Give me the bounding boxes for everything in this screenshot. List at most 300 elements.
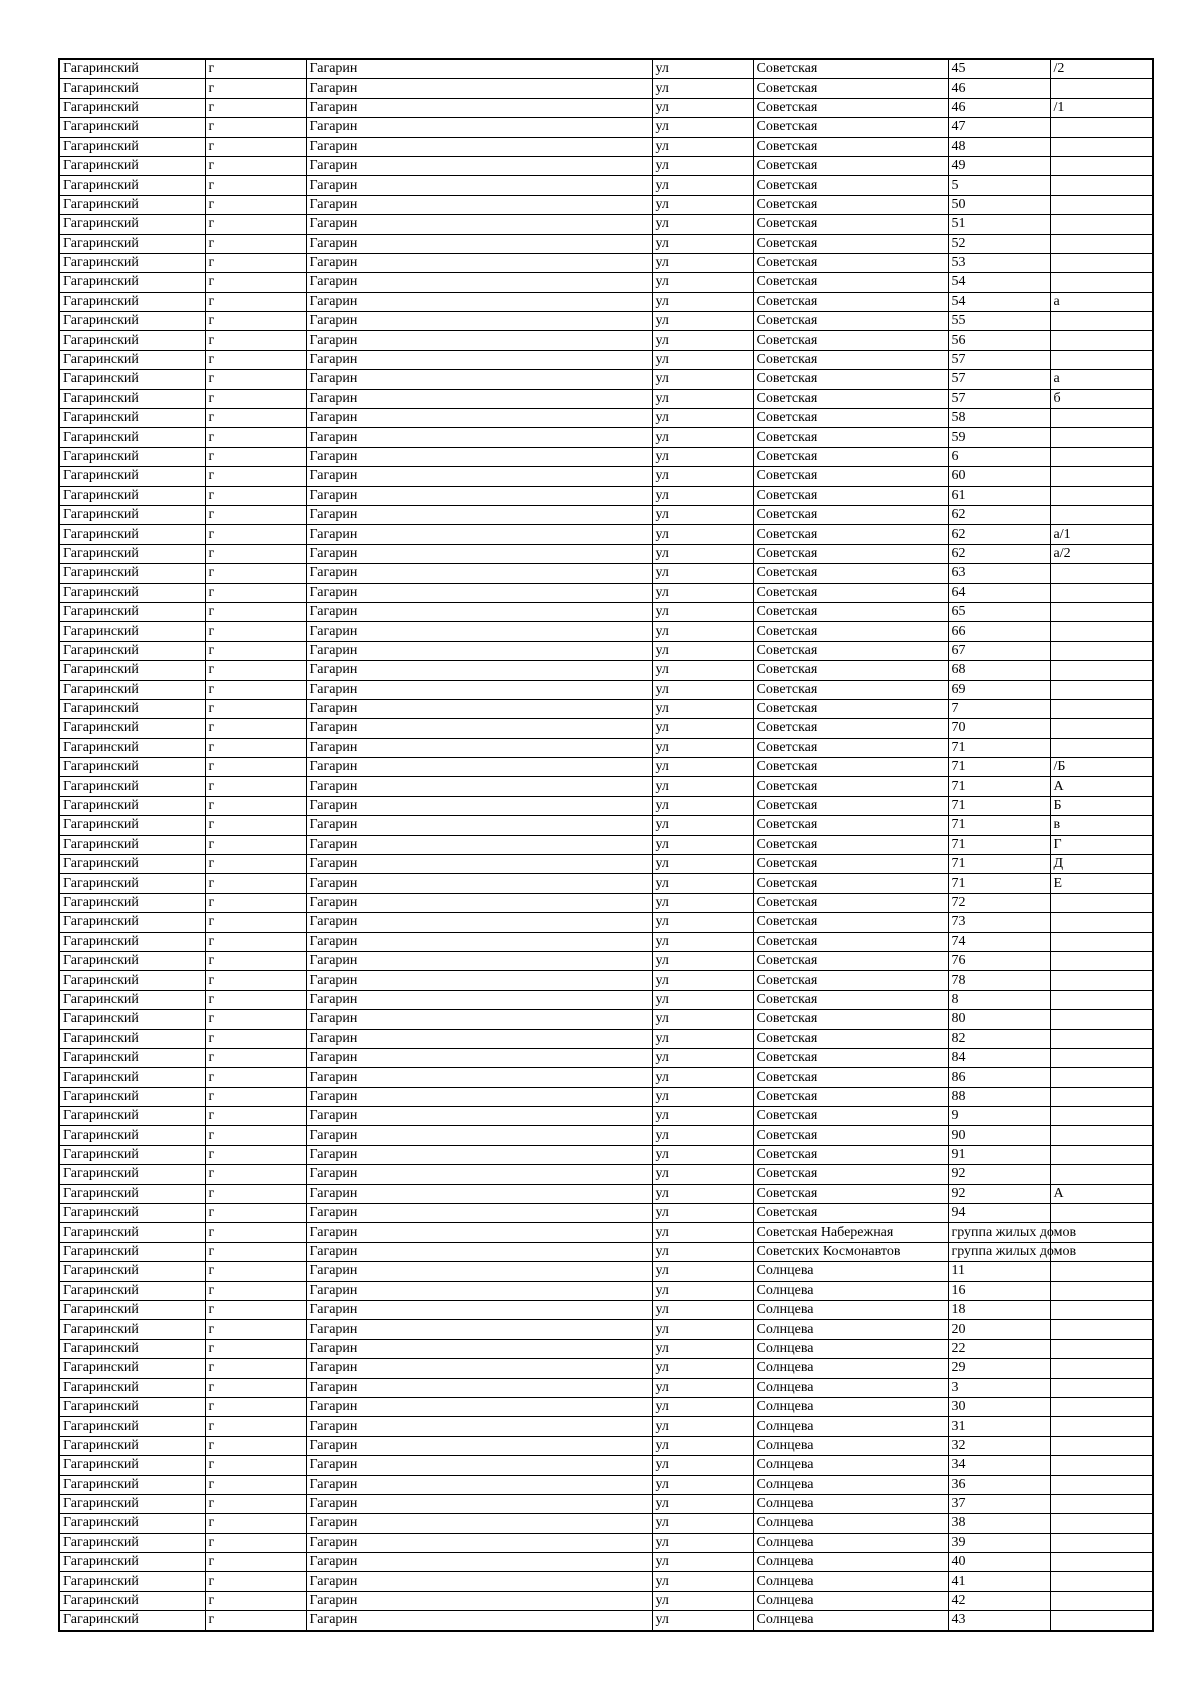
district-cell: Гагаринский bbox=[59, 253, 205, 272]
street-type-cell: ул bbox=[652, 1281, 753, 1300]
district-cell: Гагаринский bbox=[59, 855, 205, 874]
settlement-cell: Гагарин bbox=[306, 370, 652, 389]
street-type-cell: ул bbox=[652, 971, 753, 990]
house-number-cell: 5 bbox=[948, 176, 1050, 195]
district-cell: Гагаринский bbox=[59, 1126, 205, 1145]
house-number-cell: 31 bbox=[948, 1417, 1050, 1436]
street-cell: Советская bbox=[753, 874, 948, 893]
address-table-body bbox=[59, 59, 1153, 1631]
settlement-type-cell: г bbox=[205, 312, 306, 331]
district-cell: Гагаринский bbox=[59, 719, 205, 738]
house-number-cell: 39 bbox=[948, 1533, 1050, 1552]
settlement-cell: Гагарин bbox=[306, 622, 652, 641]
house-number-cell: 11 bbox=[948, 1262, 1050, 1281]
house-number-cell: 70 bbox=[948, 719, 1050, 738]
settlement-type-cell: г bbox=[205, 428, 306, 447]
district-cell: Гагаринский bbox=[59, 913, 205, 932]
settlement-type-cell: г bbox=[205, 98, 306, 117]
street-cell: Советская bbox=[753, 641, 948, 660]
building-suffix-cell bbox=[1050, 176, 1153, 195]
table-row bbox=[59, 1126, 1153, 1145]
street-cell: Советская bbox=[753, 1184, 948, 1203]
house-number-cell: 62 bbox=[948, 544, 1050, 563]
street-cell: Советская bbox=[753, 505, 948, 524]
table-row bbox=[59, 1494, 1153, 1513]
building-suffix-cell bbox=[1050, 641, 1153, 660]
street-cell: Советская bbox=[753, 215, 948, 234]
district-cell: Гагаринский bbox=[59, 234, 205, 253]
table-row bbox=[59, 855, 1153, 874]
house-number-cell: 74 bbox=[948, 932, 1050, 951]
street-type-cell: ул bbox=[652, 1184, 753, 1203]
house-number-cell: 51 bbox=[948, 215, 1050, 234]
street-type-cell: ул bbox=[652, 699, 753, 718]
district-cell: Гагаринский bbox=[59, 1591, 205, 1610]
street-type-cell: ул bbox=[652, 1359, 753, 1378]
settlement-type-cell: г bbox=[205, 602, 306, 621]
table-row bbox=[59, 661, 1153, 680]
street-cell: Советская bbox=[753, 1068, 948, 1087]
settlement-type-cell: г bbox=[205, 370, 306, 389]
table-row bbox=[59, 1572, 1153, 1591]
district-cell: Гагаринский bbox=[59, 98, 205, 117]
building-suffix-cell bbox=[1050, 951, 1153, 970]
building-suffix-cell bbox=[1050, 893, 1153, 912]
street-cell: Советская bbox=[753, 273, 948, 292]
table-row bbox=[59, 176, 1153, 195]
settlement-type-cell: г bbox=[205, 1223, 306, 1242]
table-row bbox=[59, 641, 1153, 660]
district-cell: Гагаринский bbox=[59, 79, 205, 98]
street-cell: Советская bbox=[753, 1107, 948, 1126]
building-suffix-cell bbox=[1050, 1475, 1153, 1494]
building-suffix-cell bbox=[1050, 1145, 1153, 1164]
settlement-cell: Гагарин bbox=[306, 1068, 652, 1087]
building-suffix-cell bbox=[1050, 913, 1153, 932]
street-cell: Советская bbox=[753, 1048, 948, 1067]
district-cell: Гагаринский bbox=[59, 1048, 205, 1067]
table-row bbox=[59, 1456, 1153, 1475]
street-cell: Солнцева bbox=[753, 1417, 948, 1436]
building-suffix-cell bbox=[1050, 1611, 1153, 1631]
street-cell: Советская bbox=[753, 1145, 948, 1164]
street-type-cell: ул bbox=[652, 777, 753, 796]
table-row bbox=[59, 525, 1153, 544]
street-type-cell: ул bbox=[652, 1553, 753, 1572]
street-cell: Советская Набережная bbox=[753, 1223, 948, 1242]
settlement-type-cell: г bbox=[205, 59, 306, 79]
house-number-cell: 82 bbox=[948, 1029, 1050, 1048]
street-type-cell: ул bbox=[652, 622, 753, 641]
settlement-type-cell: г bbox=[205, 1126, 306, 1145]
street-type-cell: ул bbox=[652, 1320, 753, 1339]
table-row bbox=[59, 273, 1153, 292]
settlement-type-cell: г bbox=[205, 1397, 306, 1416]
street-cell: Советская bbox=[753, 176, 948, 195]
district-cell: Гагаринский bbox=[59, 796, 205, 815]
district-cell: Гагаринский bbox=[59, 738, 205, 757]
house-number-cell: 94 bbox=[948, 1204, 1050, 1223]
settlement-cell: Гагарин bbox=[306, 525, 652, 544]
house-number-cell: 18 bbox=[948, 1301, 1050, 1320]
street-type-cell: ул bbox=[652, 273, 753, 292]
settlement-cell: Гагарин bbox=[306, 505, 652, 524]
street-type-cell: ул bbox=[652, 234, 753, 253]
building-suffix-cell bbox=[1050, 234, 1153, 253]
settlement-cell: Гагарин bbox=[306, 409, 652, 428]
settlement-type-cell: г bbox=[205, 350, 306, 369]
settlement-type-cell: г bbox=[205, 156, 306, 175]
settlement-cell: Гагарин bbox=[306, 389, 652, 408]
street-type-cell: ул bbox=[652, 874, 753, 893]
street-type-cell: ул bbox=[652, 195, 753, 214]
street-cell: Советская bbox=[753, 583, 948, 602]
street-type-cell: ул bbox=[652, 816, 753, 835]
settlement-cell: Гагарин bbox=[306, 1145, 652, 1164]
street-type-cell: ул bbox=[652, 951, 753, 970]
district-cell: Гагаринский bbox=[59, 699, 205, 718]
building-suffix-cell bbox=[1050, 1029, 1153, 1048]
house-number-cell: 48 bbox=[948, 137, 1050, 156]
district-cell: Гагаринский bbox=[59, 312, 205, 331]
settlement-cell: Гагарин bbox=[306, 758, 652, 777]
street-cell: Советская bbox=[753, 602, 948, 621]
street-type-cell: ул bbox=[652, 1165, 753, 1184]
settlement-cell: Гагарин bbox=[306, 273, 652, 292]
street-type-cell: ул bbox=[652, 1301, 753, 1320]
house-number-cell: 80 bbox=[948, 1010, 1050, 1029]
district-cell: Гагаринский bbox=[59, 156, 205, 175]
building-suffix-cell bbox=[1050, 564, 1153, 583]
house-number-cell: 37 bbox=[948, 1494, 1050, 1513]
house-number-cell: 9 bbox=[948, 1107, 1050, 1126]
street-cell: Советская bbox=[753, 816, 948, 835]
street-cell: Советская bbox=[753, 79, 948, 98]
settlement-type-cell: г bbox=[205, 1533, 306, 1552]
table-row bbox=[59, 1417, 1153, 1436]
street-cell: Советская bbox=[753, 913, 948, 932]
table-row bbox=[59, 98, 1153, 117]
building-suffix-cell bbox=[1050, 1514, 1153, 1533]
street-type-cell: ул bbox=[652, 1533, 753, 1552]
building-suffix-cell bbox=[1050, 156, 1153, 175]
settlement-cell: Гагарин bbox=[306, 137, 652, 156]
table-row bbox=[59, 1010, 1153, 1029]
street-cell: Советская bbox=[753, 932, 948, 951]
street-cell: Советская bbox=[753, 253, 948, 272]
table-row bbox=[59, 913, 1153, 932]
house-number-cell: 67 bbox=[948, 641, 1050, 660]
building-suffix-cell: в bbox=[1050, 816, 1153, 835]
building-suffix-cell bbox=[1050, 719, 1153, 738]
street-type-cell: ул bbox=[652, 1242, 753, 1261]
building-suffix-cell bbox=[1050, 1533, 1153, 1552]
settlement-type-cell: г bbox=[205, 1048, 306, 1067]
district-cell: Гагаринский bbox=[59, 1223, 205, 1242]
settlement-type-cell: г bbox=[205, 1436, 306, 1455]
house-number-cell: 71 bbox=[948, 816, 1050, 835]
street-type-cell: ул bbox=[652, 1087, 753, 1106]
settlement-cell: Гагарин bbox=[306, 156, 652, 175]
settlement-cell: Гагарин bbox=[306, 79, 652, 98]
district-cell: Гагаринский bbox=[59, 1359, 205, 1378]
house-number-cell: 30 bbox=[948, 1397, 1050, 1416]
table-row bbox=[59, 1397, 1153, 1416]
street-cell: Солнцева bbox=[753, 1397, 948, 1416]
settlement-type-cell: г bbox=[205, 544, 306, 563]
table-row bbox=[59, 1165, 1153, 1184]
house-number-cell: 57 bbox=[948, 350, 1050, 369]
table-row bbox=[59, 893, 1153, 912]
house-number-cell: 54 bbox=[948, 292, 1050, 311]
house-number-cell: 92 bbox=[948, 1165, 1050, 1184]
district-cell: Гагаринский bbox=[59, 1417, 205, 1436]
settlement-cell: Гагарин bbox=[306, 835, 652, 854]
street-cell: Советская bbox=[753, 195, 948, 214]
table-row bbox=[59, 137, 1153, 156]
street-type-cell: ул bbox=[652, 1475, 753, 1494]
house-number-cell: 52 bbox=[948, 234, 1050, 253]
settlement-cell: Гагарин bbox=[306, 1048, 652, 1067]
settlement-type-cell: г bbox=[205, 796, 306, 815]
street-type-cell: ул bbox=[652, 215, 753, 234]
settlement-type-cell: г bbox=[205, 758, 306, 777]
table-row bbox=[59, 932, 1153, 951]
house-number-cell: группа жилых домов bbox=[948, 1223, 1050, 1242]
table-row bbox=[59, 738, 1153, 757]
table-row bbox=[59, 835, 1153, 854]
street-type-cell: ул bbox=[652, 835, 753, 854]
street-cell: Советская bbox=[753, 59, 948, 79]
district-cell: Гагаринский bbox=[59, 1494, 205, 1513]
settlement-type-cell: г bbox=[205, 1456, 306, 1475]
house-number-cell: 62 bbox=[948, 525, 1050, 544]
settlement-cell: Гагарин bbox=[306, 1281, 652, 1300]
settlement-cell: Гагарин bbox=[306, 699, 652, 718]
building-suffix-cell bbox=[1050, 1591, 1153, 1610]
settlement-type-cell: г bbox=[205, 176, 306, 195]
building-suffix-cell bbox=[1050, 350, 1153, 369]
settlement-type-cell: г bbox=[205, 118, 306, 137]
settlement-type-cell: г bbox=[205, 1417, 306, 1436]
street-type-cell: ул bbox=[652, 1572, 753, 1591]
building-suffix-cell bbox=[1050, 273, 1153, 292]
district-cell: Гагаринский bbox=[59, 195, 205, 214]
settlement-type-cell: г bbox=[205, 1591, 306, 1610]
settlement-cell: Гагарин bbox=[306, 1320, 652, 1339]
address-table bbox=[58, 58, 1154, 1632]
settlement-cell: Гагарин bbox=[306, 1242, 652, 1261]
table-row bbox=[59, 990, 1153, 1009]
table-row bbox=[59, 1436, 1153, 1455]
settlement-type-cell: г bbox=[205, 1145, 306, 1164]
settlement-cell: Гагарин bbox=[306, 661, 652, 680]
district-cell: Гагаринский bbox=[59, 1514, 205, 1533]
table-row bbox=[59, 1514, 1153, 1533]
settlement-type-cell: г bbox=[205, 525, 306, 544]
district-cell: Гагаринский bbox=[59, 1572, 205, 1591]
building-suffix-cell bbox=[1050, 505, 1153, 524]
street-cell: Советская bbox=[753, 758, 948, 777]
settlement-cell: Гагарин bbox=[306, 816, 652, 835]
building-suffix-cell bbox=[1050, 932, 1153, 951]
building-suffix-cell bbox=[1050, 1301, 1153, 1320]
settlement-type-cell: г bbox=[205, 1029, 306, 1048]
settlement-type-cell: г bbox=[205, 331, 306, 350]
settlement-cell: Гагарин bbox=[306, 544, 652, 563]
house-number-cell: 62 bbox=[948, 505, 1050, 524]
settlement-cell: Гагарин bbox=[306, 1553, 652, 1572]
building-suffix-cell: Б bbox=[1050, 796, 1153, 815]
district-cell: Гагаринский bbox=[59, 428, 205, 447]
building-suffix-cell bbox=[1050, 1010, 1153, 1029]
street-cell: Советская bbox=[753, 544, 948, 563]
house-number-cell: 59 bbox=[948, 428, 1050, 447]
street-cell: Советская bbox=[753, 331, 948, 350]
street-cell: Советская bbox=[753, 389, 948, 408]
street-cell: Советская bbox=[753, 951, 948, 970]
settlement-cell: Гагарин bbox=[306, 350, 652, 369]
table-row bbox=[59, 79, 1153, 98]
house-number-cell: 71 bbox=[948, 777, 1050, 796]
house-number-cell: 8 bbox=[948, 990, 1050, 1009]
street-type-cell: ул bbox=[652, 467, 753, 486]
building-suffix-cell: а bbox=[1050, 370, 1153, 389]
building-suffix-cell bbox=[1050, 661, 1153, 680]
street-cell: Советская bbox=[753, 1087, 948, 1106]
table-row bbox=[59, 486, 1153, 505]
house-number-cell: 32 bbox=[948, 1436, 1050, 1455]
building-suffix-cell: /2 bbox=[1050, 59, 1153, 79]
house-number-cell: 65 bbox=[948, 602, 1050, 621]
settlement-cell: Гагарин bbox=[306, 971, 652, 990]
house-number-cell: 54 bbox=[948, 273, 1050, 292]
street-cell: Советская bbox=[753, 486, 948, 505]
house-number-cell: 72 bbox=[948, 893, 1050, 912]
house-number-cell: 46 bbox=[948, 98, 1050, 117]
district-cell: Гагаринский bbox=[59, 1204, 205, 1223]
street-type-cell: ул bbox=[652, 1378, 753, 1397]
street-cell: Советская bbox=[753, 699, 948, 718]
street-cell: Солнцева bbox=[753, 1456, 948, 1475]
street-type-cell: ул bbox=[652, 253, 753, 272]
settlement-type-cell: г bbox=[205, 738, 306, 757]
settlement-cell: Гагарин bbox=[306, 118, 652, 137]
street-type-cell: ул bbox=[652, 350, 753, 369]
house-number-cell: 61 bbox=[948, 486, 1050, 505]
district-cell: Гагаринский bbox=[59, 1184, 205, 1203]
building-suffix-cell: Д bbox=[1050, 855, 1153, 874]
settlement-type-cell: г bbox=[205, 409, 306, 428]
street-type-cell: ул bbox=[652, 932, 753, 951]
house-number-cell: 71 bbox=[948, 758, 1050, 777]
street-type-cell: ул bbox=[652, 544, 753, 563]
street-type-cell: ул bbox=[652, 661, 753, 680]
building-suffix-cell bbox=[1050, 137, 1153, 156]
street-type-cell: ул bbox=[652, 1223, 753, 1242]
street-type-cell: ул bbox=[652, 312, 753, 331]
building-suffix-cell bbox=[1050, 1204, 1153, 1223]
district-cell: Гагаринский bbox=[59, 118, 205, 137]
settlement-type-cell: г bbox=[205, 1262, 306, 1281]
table-row bbox=[59, 1262, 1153, 1281]
house-number-cell: 36 bbox=[948, 1475, 1050, 1494]
district-cell: Гагаринский bbox=[59, 971, 205, 990]
street-type-cell: ул bbox=[652, 990, 753, 1009]
table-row bbox=[59, 699, 1153, 718]
district-cell: Гагаринский bbox=[59, 1262, 205, 1281]
house-number-cell: 92 bbox=[948, 1184, 1050, 1203]
house-number-cell: 7 bbox=[948, 699, 1050, 718]
settlement-type-cell: г bbox=[205, 1184, 306, 1203]
settlement-cell: Гагарин bbox=[306, 1397, 652, 1416]
district-cell: Гагаринский bbox=[59, 622, 205, 641]
table-row bbox=[59, 1553, 1153, 1572]
house-number-cell: 43 bbox=[948, 1611, 1050, 1631]
building-suffix-cell bbox=[1050, 1436, 1153, 1455]
district-cell: Гагаринский bbox=[59, 835, 205, 854]
district-cell: Гагаринский bbox=[59, 505, 205, 524]
district-cell: Гагаринский bbox=[59, 1145, 205, 1164]
street-type-cell: ул bbox=[652, 602, 753, 621]
settlement-cell: Гагарин bbox=[306, 1029, 652, 1048]
settlement-cell: Гагарин bbox=[306, 1436, 652, 1455]
building-suffix-cell bbox=[1050, 1165, 1153, 1184]
settlement-type-cell: г bbox=[205, 990, 306, 1009]
street-type-cell: ул bbox=[652, 1339, 753, 1358]
house-number-cell: 78 bbox=[948, 971, 1050, 990]
house-number-cell: 58 bbox=[948, 409, 1050, 428]
settlement-type-cell: г bbox=[205, 777, 306, 796]
building-suffix-cell bbox=[1050, 1068, 1153, 1087]
street-type-cell: ул bbox=[652, 893, 753, 912]
table-row bbox=[59, 951, 1153, 970]
street-cell: Советская bbox=[753, 409, 948, 428]
district-cell: Гагаринский bbox=[59, 874, 205, 893]
district-cell: Гагаринский bbox=[59, 176, 205, 195]
building-suffix-cell bbox=[1050, 486, 1153, 505]
settlement-cell: Гагарин bbox=[306, 719, 652, 738]
street-cell: Советская bbox=[753, 1029, 948, 1048]
table-row bbox=[59, 1533, 1153, 1552]
street-type-cell: ул bbox=[652, 1591, 753, 1610]
district-cell: Гагаринский bbox=[59, 1378, 205, 1397]
settlement-cell: Гагарин bbox=[306, 428, 652, 447]
table-row bbox=[59, 118, 1153, 137]
settlement-type-cell: г bbox=[205, 1572, 306, 1591]
street-type-cell: ул bbox=[652, 98, 753, 117]
street-type-cell: ул bbox=[652, 1514, 753, 1533]
street-type-cell: ул bbox=[652, 370, 753, 389]
building-suffix-cell bbox=[1050, 467, 1153, 486]
building-suffix-cell bbox=[1050, 312, 1153, 331]
settlement-type-cell: г bbox=[205, 855, 306, 874]
building-suffix-cell bbox=[1050, 1126, 1153, 1145]
street-type-cell: ул bbox=[652, 680, 753, 699]
building-suffix-cell bbox=[1050, 447, 1153, 466]
building-suffix-cell: Г bbox=[1050, 835, 1153, 854]
district-cell: Гагаринский bbox=[59, 602, 205, 621]
street-cell: Советская bbox=[753, 990, 948, 1009]
table-row bbox=[59, 1281, 1153, 1300]
settlement-type-cell: г bbox=[205, 1320, 306, 1339]
building-suffix-cell bbox=[1050, 971, 1153, 990]
district-cell: Гагаринский bbox=[59, 990, 205, 1009]
settlement-type-cell: г bbox=[205, 1553, 306, 1572]
settlement-type-cell: г bbox=[205, 1087, 306, 1106]
settlement-type-cell: г bbox=[205, 971, 306, 990]
settlement-type-cell: г bbox=[205, 661, 306, 680]
